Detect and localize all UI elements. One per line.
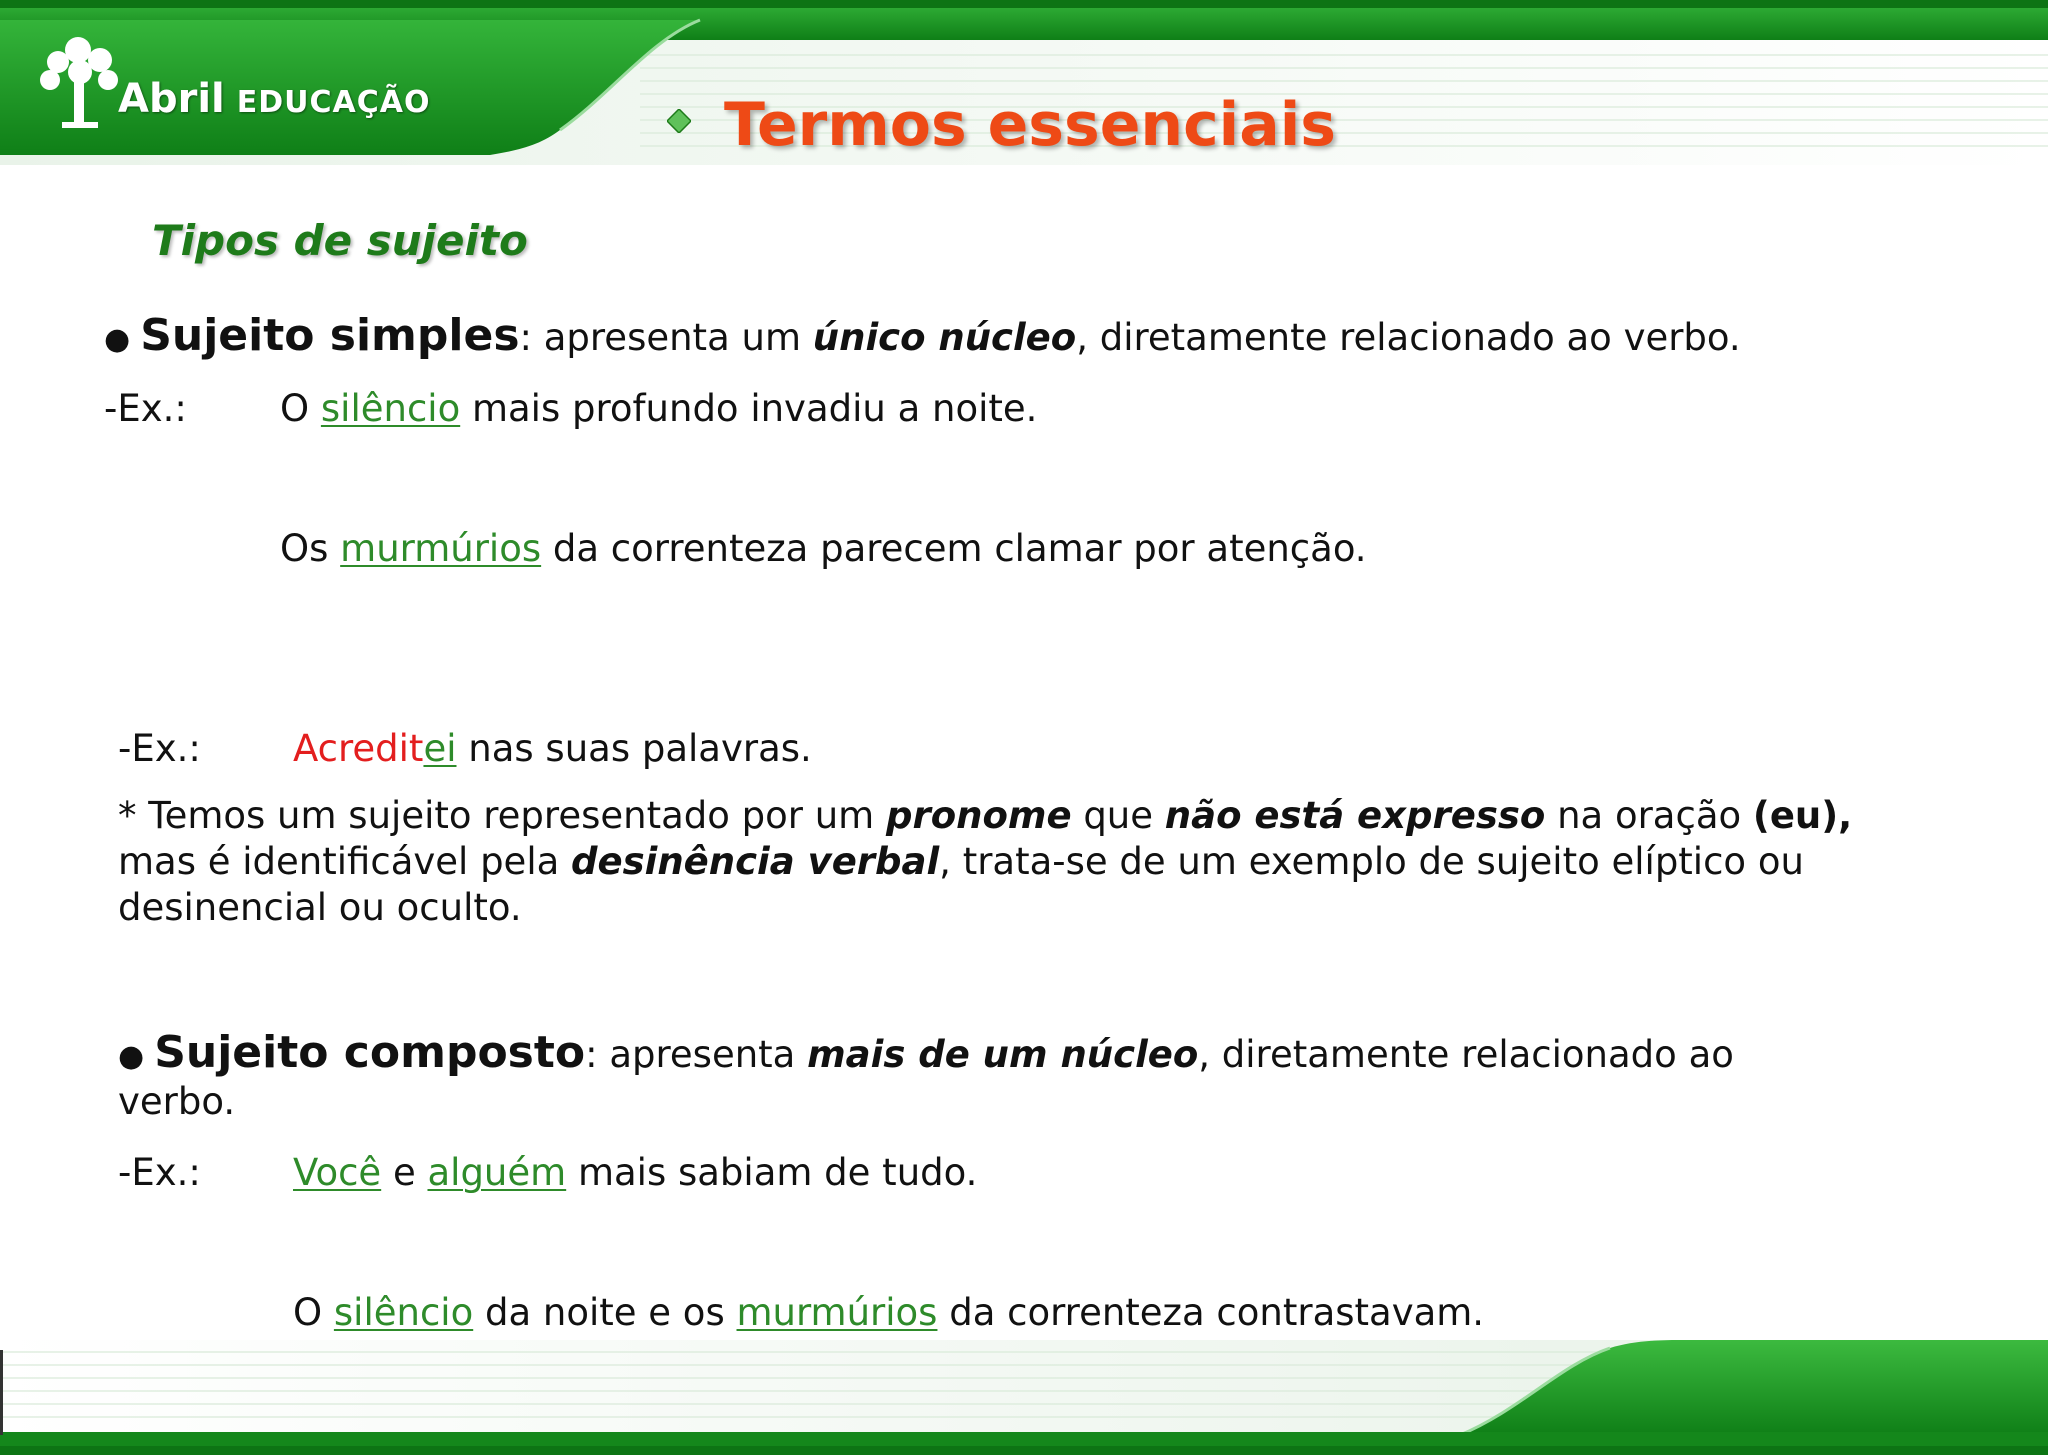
note-emphasis: pronome xyxy=(886,794,1072,837)
logo-brand: Abril xyxy=(118,76,225,122)
example-text: O xyxy=(293,1291,334,1334)
logo-wordmark xyxy=(118,76,430,122)
page-title: Termos essenciais xyxy=(724,90,1337,160)
term-label: Sujeito composto xyxy=(154,1027,586,1078)
note-text: * Temos um sujeito representado por um xyxy=(118,794,886,837)
example-text: O xyxy=(280,387,321,430)
example-label: -Ex.: xyxy=(118,727,201,770)
note-text: que xyxy=(1071,794,1165,837)
example-line xyxy=(104,387,1037,431)
diamond-bullet-icon xyxy=(667,109,691,133)
subject-nucleus: alguém xyxy=(427,1151,567,1194)
note-emphasis: desinência verbal xyxy=(571,840,940,883)
verb-stem: Acredit xyxy=(293,727,424,770)
subject-nucleus: silêncio xyxy=(320,387,461,430)
bullet-icon: ● xyxy=(104,321,131,357)
example-text: da correnteza parecem clamar por atenção. xyxy=(541,527,1367,570)
definition-text: , diretamente relacionado ao verbo. xyxy=(1076,316,1741,359)
definition-text: : apresenta xyxy=(585,1033,808,1076)
subject-nucleus: murmúrios xyxy=(736,1291,938,1334)
definition-continuation: verbo. xyxy=(118,1080,236,1123)
verb-ending: ei xyxy=(423,727,457,770)
definition-sujeito-composto xyxy=(118,1027,1734,1080)
note-text: mas é identificável pela xyxy=(118,840,572,883)
note-bold: (eu), xyxy=(1752,794,1853,837)
definition-text: : apresenta um xyxy=(519,316,813,359)
example-text: Os xyxy=(280,527,341,570)
example-text: da correnteza contrastavam. xyxy=(937,1291,1485,1334)
emphasis-text: mais de um núcleo xyxy=(807,1033,1199,1076)
subject-nucleus: Você xyxy=(293,1151,382,1194)
example-line xyxy=(280,527,1367,571)
bullet-icon: ● xyxy=(118,1038,145,1074)
definition-text: , diretamente relacionado ao xyxy=(1198,1033,1734,1076)
section-heading: Tipos de sujeito xyxy=(152,216,528,265)
example-text: da noite e os xyxy=(473,1291,737,1334)
emphasis-text: único núcleo xyxy=(812,316,1077,359)
example-text: mais sabiam de tudo. xyxy=(566,1151,978,1194)
example-text: nas suas palavras. xyxy=(456,727,812,770)
footer-band xyxy=(0,1340,2048,1455)
term-label: Sujeito simples xyxy=(140,310,520,361)
example-line xyxy=(118,727,812,771)
note-text: na oração xyxy=(1545,794,1753,837)
subject-nucleus: murmúrios xyxy=(340,527,542,570)
example-line xyxy=(118,1151,977,1195)
example-text: e xyxy=(381,1151,428,1194)
example-label: -Ex.: xyxy=(118,1151,201,1194)
explanation-note xyxy=(118,793,1918,931)
example-line xyxy=(293,1291,1484,1335)
definition-sujeito-simples xyxy=(104,310,1741,363)
subject-nucleus: silêncio xyxy=(333,1291,474,1334)
example-text: mais profundo invadiu a noite. xyxy=(460,387,1038,430)
example-label: -Ex.: xyxy=(104,387,187,430)
logo-subbrand: EDUCAÇÃO xyxy=(236,85,431,120)
note-emphasis: não está expresso xyxy=(1164,794,1546,837)
note-text: , trata-se de um exemplo de sujeito elíptico ou desinencial ou oculto. xyxy=(118,840,1804,929)
